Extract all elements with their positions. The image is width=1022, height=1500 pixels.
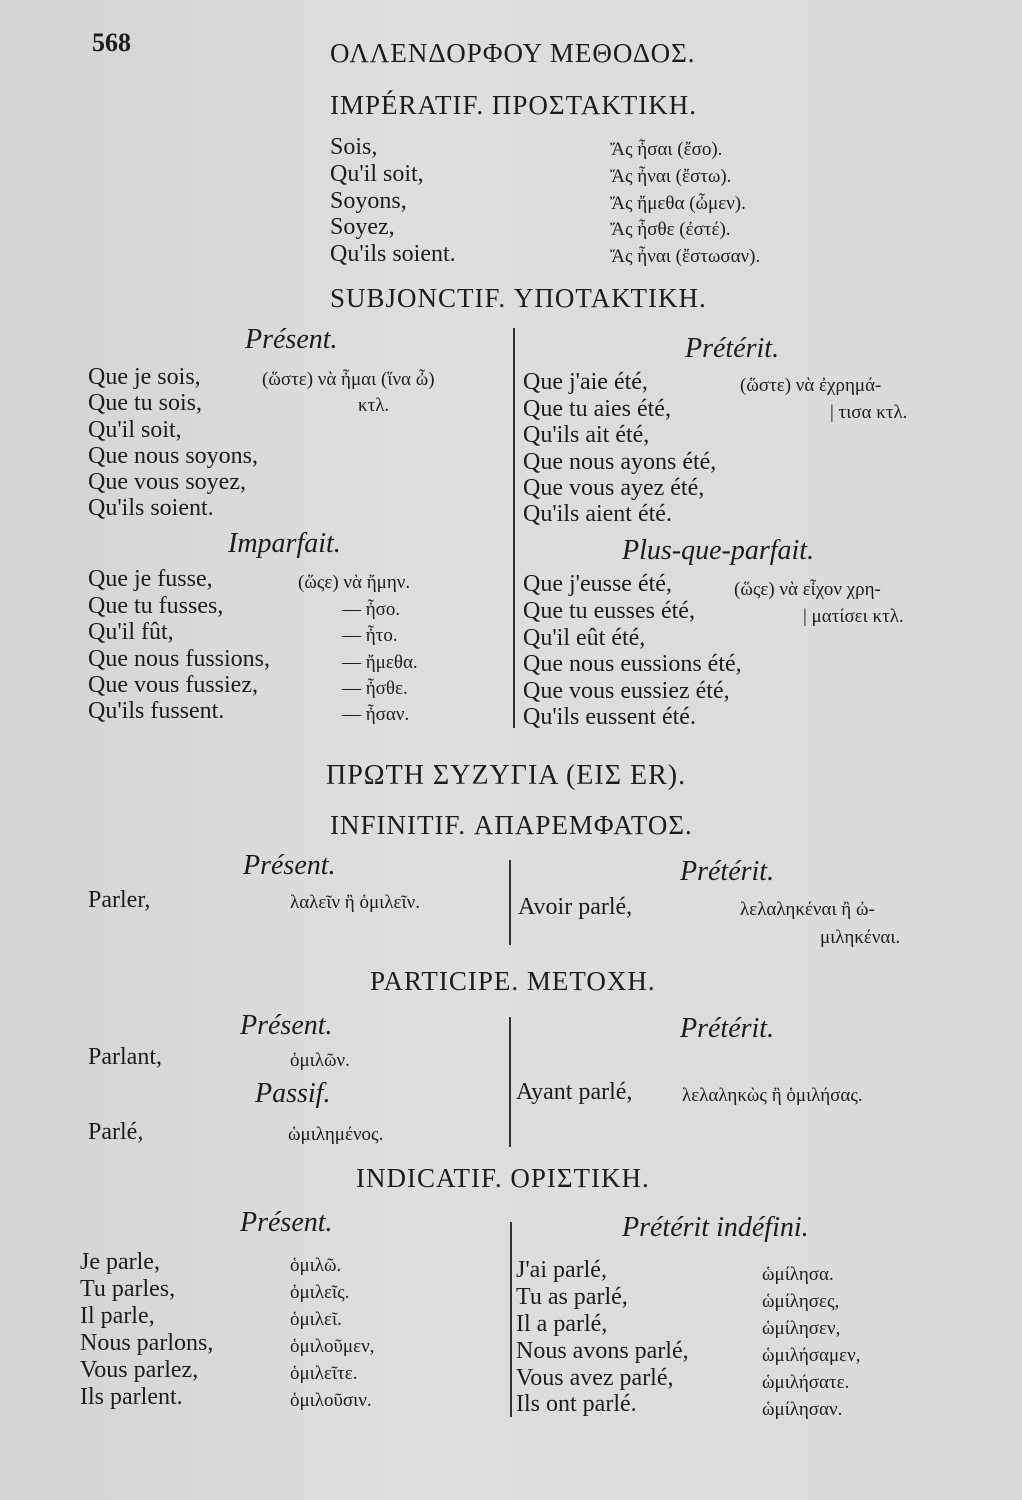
subj-present-gloss-1: (ὥστε) νὰ ἦμαι (ἵνα ὦ): [262, 369, 435, 390]
subjunctive-heading: SUBJONCTIF. ΥΠΟΤΑΚΤΙΚΗ.: [330, 283, 707, 313]
participle-present-title: Présent.: [240, 1010, 333, 1041]
subj-imparfait-fr-2: Que tu fusses,: [88, 593, 224, 619]
imperative-fr-3: Soyons,: [330, 188, 407, 214]
subj-present-row-4: Que nous soyons,: [88, 443, 259, 469]
column-divider-infinitive: [509, 860, 511, 945]
subj-imparfait-fr-6: Qu'ils fussent.: [88, 698, 225, 724]
indicative-preterit-fr-1: J'ai parlé,: [516, 1257, 607, 1283]
participle-preterit-fr: Ayant parlé,: [516, 1079, 633, 1105]
indicative-preterit-gr-4: ὡμιλήσαμεν,: [762, 1345, 861, 1366]
imperative-gr-5: Ἄς ἦναι (ἔστωσαν).: [610, 246, 761, 267]
indicative-present-gr-6: ὁμιλοῦσιν.: [290, 1390, 372, 1411]
column-divider-participle: [509, 1017, 511, 1147]
imperative-fr-4: Soyez,: [330, 214, 395, 240]
subj-imparfait-fr-3: Qu'il fût,: [88, 619, 174, 645]
subj-pqp-gloss-2: | ματίσει κτλ.: [803, 606, 904, 627]
subj-present-row-3: Qu'il soit,: [88, 417, 182, 443]
subj-imparfait-gr-3: — ἦτο.: [342, 625, 398, 646]
infinitive-present-fr: Parler,: [88, 887, 151, 913]
imperative-gr-2: Ἄς ἦναι (ἔστω).: [610, 166, 732, 187]
imperative-gr-3: Ἄς ἤμεθα (ὦμεν).: [610, 193, 746, 214]
subj-preterit-gloss-2: | τισα κτλ.: [830, 402, 908, 423]
indicative-preterit-gr-3: ὡμίλησεν,: [762, 1318, 841, 1339]
indicative-preterit-fr-2: Tu as parlé,: [516, 1284, 628, 1310]
subj-pqp-row-6: Qu'ils eussent été.: [523, 704, 696, 730]
subj-preterit-row-5: Que vous ayez été,: [523, 475, 705, 501]
subj-imparfait-gr-4: — ἤμεθα.: [342, 652, 418, 673]
infinitive-present-title: Présent.: [243, 850, 336, 881]
indicative-present-gr-2: ὁμιλεῖς.: [290, 1282, 350, 1303]
subj-imparfait-title: Imparfait.: [228, 528, 341, 559]
participle-present-gr: ὁμιλῶν.: [290, 1050, 350, 1071]
indicative-present-fr-6: Ils parlent.: [80, 1384, 183, 1410]
subj-present-gloss-2: κτλ.: [358, 395, 390, 416]
participle-heading: PARTICIPE. ΜΕΤΟΧΗ.: [370, 966, 656, 996]
imperative-fr-5: Qu'ils soient.: [330, 241, 456, 267]
subj-present-row-6: Qu'ils soient.: [88, 495, 214, 521]
subj-present-title: Présent.: [245, 324, 338, 355]
infinitive-present-gr: λαλεῖν ἢ ὁμιλεῖν.: [290, 892, 420, 913]
subj-imparfait-fr-5: Que vous fussiez,: [88, 672, 258, 698]
indicative-heading: INDICATIF. ΟΡΙΣΤΙΚΗ.: [356, 1163, 650, 1193]
subj-present-row-1: Que je sois,: [88, 364, 201, 390]
infinitive-preterit-gr-1: λελαληκέναι ἢ ὠ-: [740, 899, 875, 920]
subj-pqp-row-1: Que j'eusse été,: [523, 571, 672, 597]
imperative-gr-1: Ἄς ἦσαι (ἔσο).: [610, 139, 723, 160]
indicative-preterit-fr-6: Ils ont parlé.: [516, 1391, 637, 1417]
indicative-preterit-gr-6: ὡμίλησαν.: [762, 1399, 843, 1420]
participle-present-fr: Parlant,: [88, 1044, 162, 1070]
indicative-present-fr-1: Je parle,: [80, 1249, 160, 1275]
imperative-fr-2: Qu'il soit,: [330, 161, 424, 187]
subj-pqp-row-3: Qu'il eût été,: [523, 625, 646, 651]
indicative-preterit-gr-1: ὡμίλησα.: [762, 1264, 834, 1285]
indicative-present-gr-5: ὁμιλεῖτε.: [290, 1363, 358, 1384]
indicative-preterit-fr-3: Il a parlé,: [516, 1311, 608, 1337]
infinitive-preterit-fr: Avoir parlé,: [518, 894, 633, 920]
indicative-present-fr-2: Tu parles,: [80, 1276, 176, 1302]
subj-present-row-5: Que vous soyez,: [88, 469, 246, 495]
indicative-present-gr-4: ὁμιλοῦμεν,: [290, 1336, 375, 1357]
subj-pqp-row-5: Que vous eussiez été,: [523, 678, 730, 704]
subj-imparfait-gr-2: — ἦσο.: [342, 599, 401, 620]
subj-preterit-row-2: Que tu aies été,: [523, 396, 671, 422]
indicative-preterit-gr-2: ὡμίλησες,: [762, 1291, 840, 1312]
participle-passive-gr: ὡμιλημένος.: [288, 1124, 384, 1145]
imperative-gr-4: Ἄς ἦσθε (ἐστέ).: [610, 219, 731, 240]
subj-preterit-title: Prétérit.: [685, 333, 780, 364]
subj-preterit-row-4: Que nous ayons été,: [523, 449, 717, 475]
participle-passive-title: Passif.: [255, 1078, 331, 1109]
infinitive-heading: INFINITIF. ΑΠΑΡΕΜΦΑΤΟΣ.: [330, 810, 693, 840]
subj-imparfait-fr-1: Que je fusse,: [88, 566, 213, 592]
column-divider-subjunctive: [513, 328, 515, 728]
infinitive-preterit-gr-2: μιληκέναι.: [820, 927, 901, 948]
imperative-heading: IMPÉRATIF. ΠΡΟΣΤΑΚΤΙΚΗ.: [330, 90, 697, 120]
indicative-preterit-gr-5: ὡμιλήσατε.: [762, 1372, 850, 1393]
column-divider-indicative: [510, 1222, 512, 1417]
participle-preterit-gr: λελαληκὼς ἢ ὁμιλήσας.: [682, 1085, 863, 1106]
subj-imparfait-fr-4: Que nous fussions,: [88, 646, 271, 672]
indicative-preterit-title: Prétérit indéfini.: [622, 1212, 809, 1243]
conjugation-title: ΠΡΩΤΗ ΣΥΖΥΓΙΑ (ΕΙΣ ER).: [326, 760, 687, 791]
indicative-present-fr-5: Vous parlez,: [80, 1357, 199, 1383]
participle-passive-fr: Parlé,: [88, 1119, 144, 1145]
subj-pqp-row-4: Que nous eussions été,: [523, 651, 742, 677]
indicative-present-fr-4: Nous parlons,: [80, 1330, 214, 1356]
indicative-present-fr-3: Il parle,: [80, 1303, 155, 1329]
subj-preterit-gloss-1: (ὥστε) νὰ ἐχρημά-: [740, 375, 882, 396]
indicative-present-title: Présent.: [240, 1207, 333, 1238]
indicative-present-gr-1: ὁμιλῶ.: [290, 1255, 342, 1276]
participle-preterit-title: Prétérit.: [680, 1013, 775, 1044]
subj-preterit-row-3: Qu'ils ait été,: [523, 422, 650, 448]
subj-imparfait-gr-1: (ὥςε) νὰ ἤμην.: [298, 572, 411, 593]
subj-present-row-2: Que tu sois,: [88, 390, 202, 416]
running-title: ΟΛΛΕΝΔΟΡΦΟΥ ΜΕΘΟΔΟΣ.: [330, 38, 696, 68]
indicative-present-gr-3: ὁμιλεῖ.: [290, 1309, 342, 1330]
imperative-fr-1: Sois,: [330, 134, 378, 160]
subj-imparfait-gr-5: — ἦσθε.: [342, 678, 408, 699]
subj-pqp-gloss-1: (ὥςε) νὰ εἶχον χρη-: [734, 579, 881, 600]
subj-imparfait-gr-6: — ἦσαν.: [342, 704, 410, 725]
subj-pqp-title: Plus-que-parfait.: [622, 535, 815, 566]
indicative-preterit-fr-5: Vous avez parlé,: [516, 1365, 674, 1391]
subj-preterit-row-1: Que j'aie été,: [523, 369, 648, 395]
indicative-preterit-fr-4: Nous avons parlé,: [516, 1338, 689, 1364]
subj-pqp-row-2: Que tu eusses été,: [523, 598, 695, 624]
subj-preterit-row-6: Qu'ils aient été.: [523, 501, 672, 527]
infinitive-preterit-title: Prétérit.: [680, 856, 775, 887]
page-number: 568: [92, 28, 131, 57]
